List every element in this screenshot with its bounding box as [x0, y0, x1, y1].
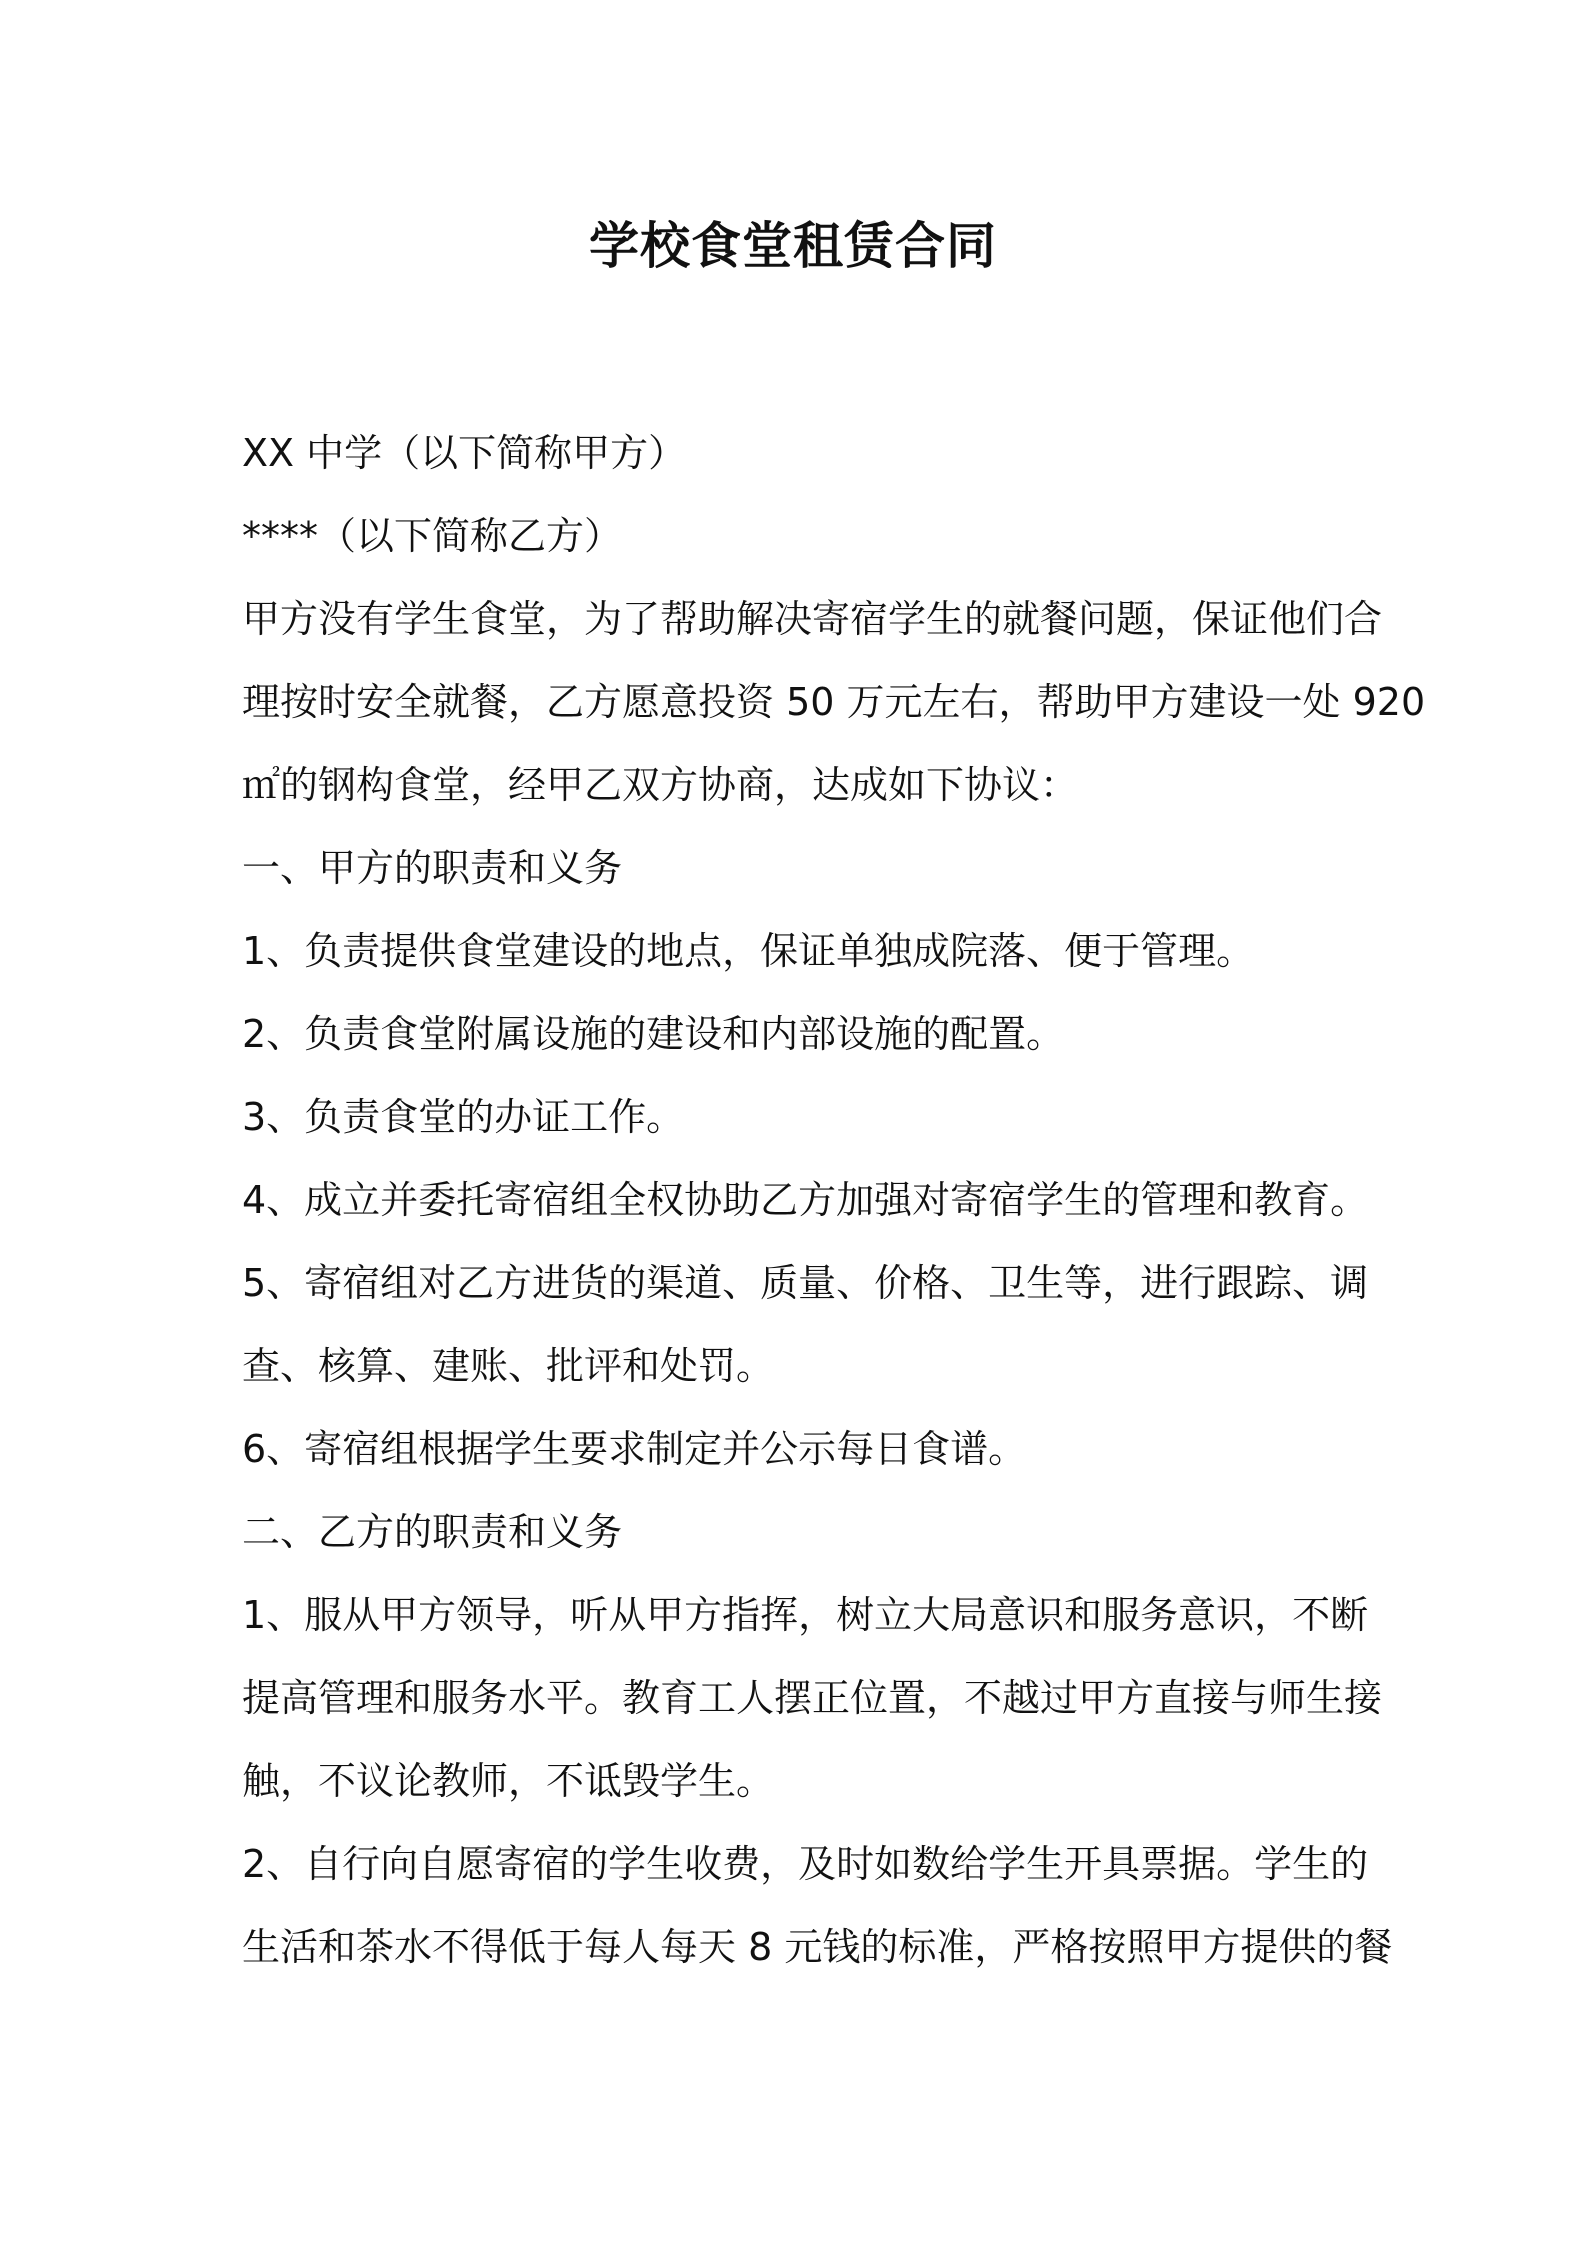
paragraph-line: 5、寄宿组对乙方进货的渠道、质量、价格、卫生等，进行跟踪、调 — [242, 1261, 1369, 1305]
paragraph-line: 2、负责食堂附属设施的建设和内部设施的配置。 — [242, 1012, 1065, 1056]
paragraph-line: 1、负责提供食堂建设的地点，保证单独成院落、便于管理。 — [242, 929, 1255, 973]
paragraph-line: 2、自行向自愿寄宿的学生收费，及时如数给学生开具票据。学生的 — [242, 1842, 1369, 1886]
paragraph-line: 生活和茶水不得低于每人每天 8 元钱的标准，严格按照甲方提供的餐 — [242, 1925, 1393, 1969]
paragraph-line: 提高管理和服务水平。教育工人摆正位置，不越过甲方直接与师生接 — [242, 1676, 1383, 1720]
paragraph-line: 理按时安全就餐，乙方愿意投资 50 万元左右，帮助甲方建设一处 920 — [242, 680, 1426, 724]
paragraph-line: XX 中学（以下简称甲方） — [242, 431, 687, 475]
paragraph-line: ㎡的钢构食堂，经甲乙双方协商，达成如下协议： — [242, 763, 1079, 807]
paragraph-line: ****（以下简称乙方） — [242, 514, 623, 558]
paragraph-line: 6、寄宿组根据学生要求制定并公示每日食谱。 — [242, 1427, 1027, 1471]
paragraph-line: 一、甲方的职责和义务 — [242, 846, 623, 890]
document-body — [242, 412, 1426, 1989]
paragraph-line: 触，不议论教师，不诋毁学生。 — [242, 1759, 775, 1803]
paragraph-line: 4、成立并委托寄宿组全权协助乙方加强对寄宿学生的管理和教育。 — [242, 1178, 1369, 1222]
paragraph-line: 3、负责食堂的办证工作。 — [242, 1095, 685, 1139]
paragraph-line: 二、乙方的职责和义务 — [242, 1510, 623, 1554]
document-title: 学校食堂租赁合同 — [589, 217, 997, 275]
paragraph-line: 查、核算、建账、批评和处罚。 — [242, 1344, 775, 1388]
paragraph-line: 甲方没有学生食堂，为了帮助解决寄宿学生的就餐问题，保证他们合 — [242, 597, 1383, 641]
paragraph-line: 1、服从甲方领导，听从甲方指挥，树立大局意识和服务意识，不断 — [242, 1593, 1369, 1637]
